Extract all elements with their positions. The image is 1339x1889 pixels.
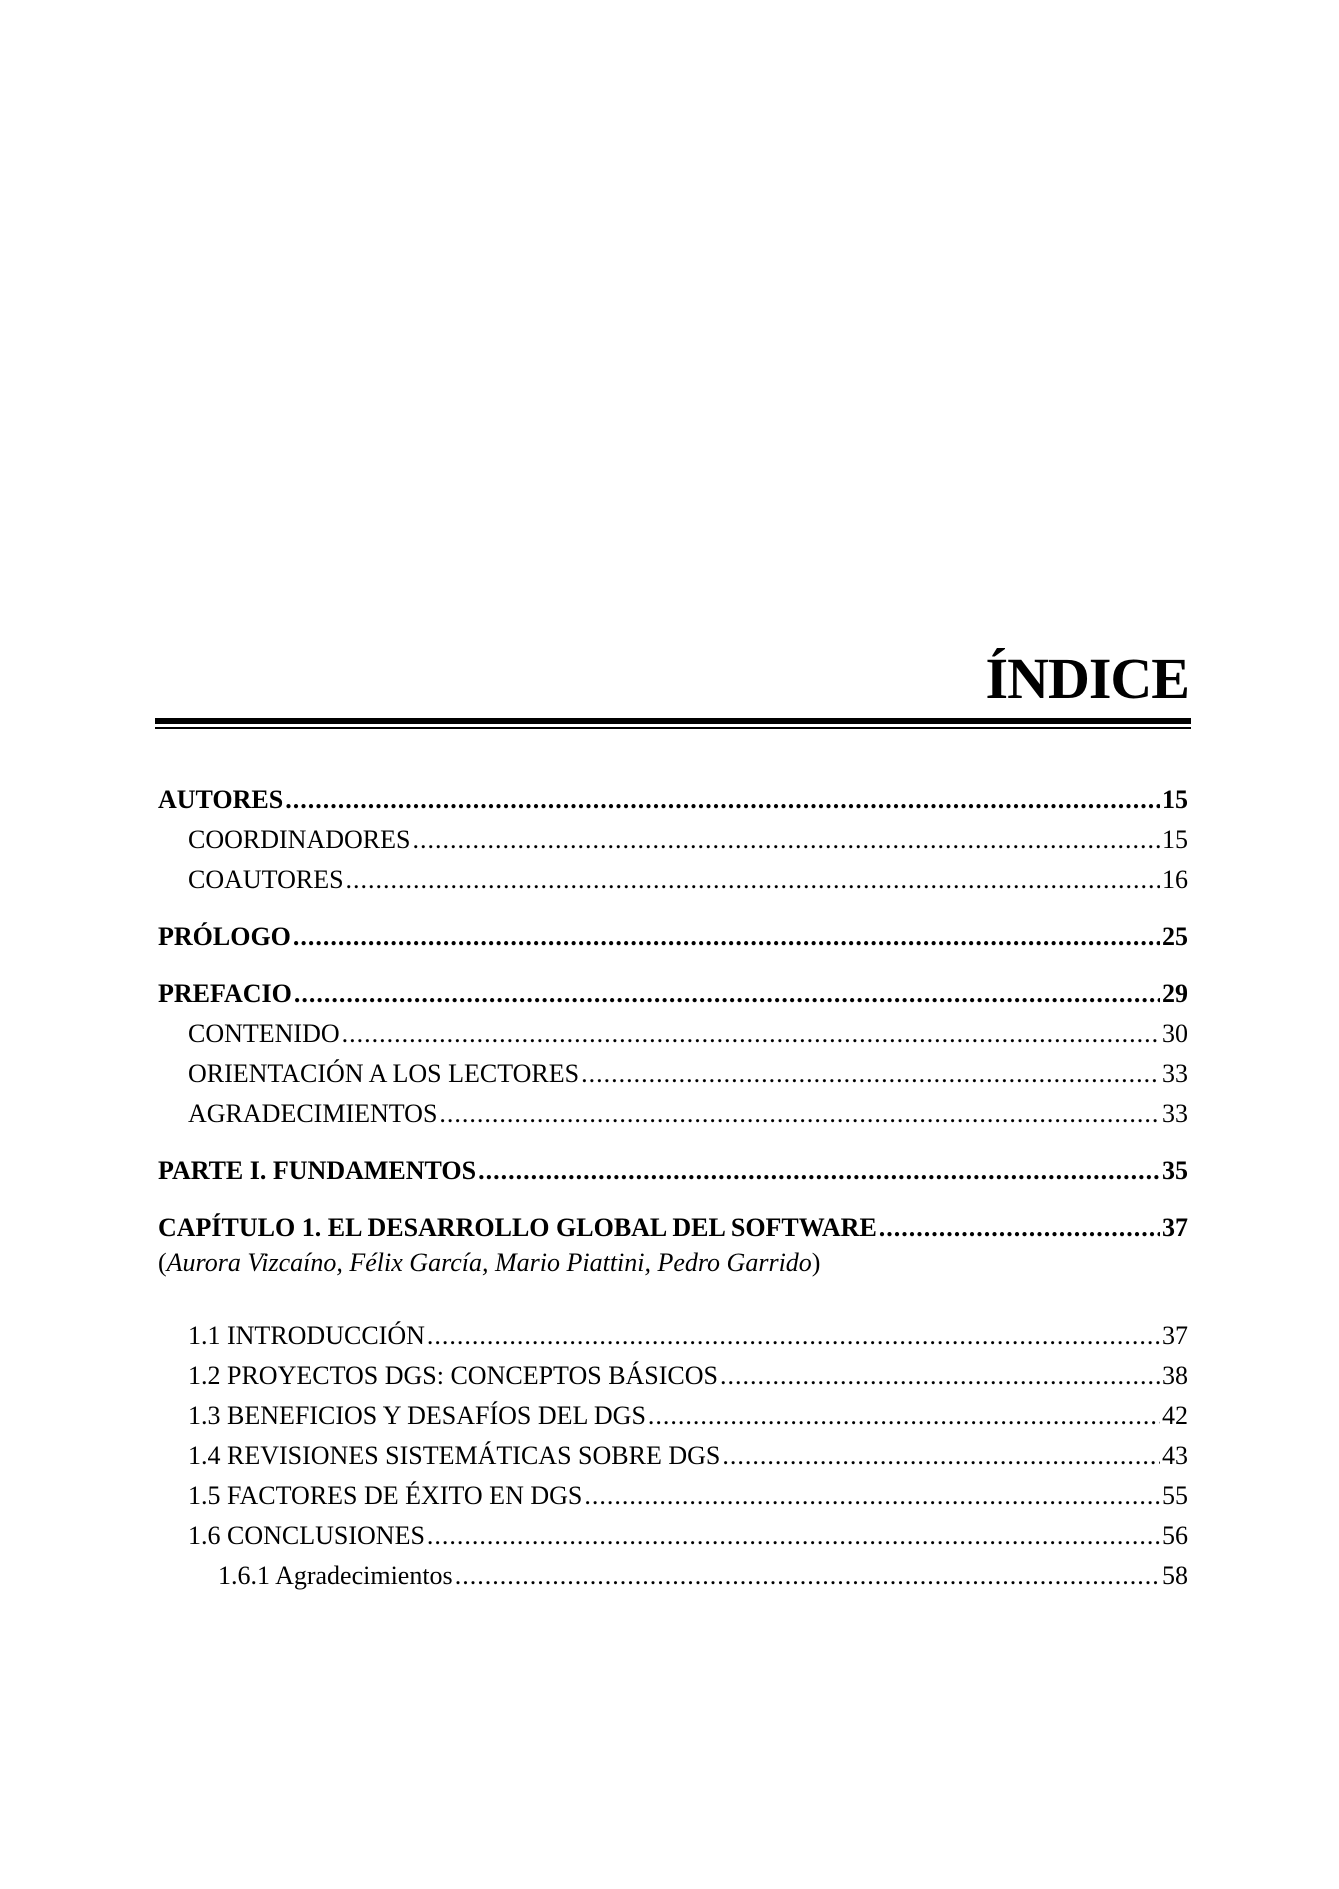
toc-entry-label: 1.1 INTRODUCCIÓN (188, 1321, 425, 1350)
toc-entry-page: 33 (1162, 1099, 1188, 1128)
toc-entry-autores[interactable] (158, 780, 1188, 820)
toc-entry-orientacion[interactable] (158, 1054, 1188, 1094)
toc-entry-page: 25 (1162, 922, 1188, 951)
toc-entry-1-1[interactable] (158, 1316, 1188, 1356)
toc-entry-label: COORDINADORES (188, 825, 411, 854)
dot-leader (720, 1356, 1160, 1396)
toc-entry-label: 1.2 PROYECTOS DGS: CONCEPTOS BÁSICOS (188, 1361, 719, 1390)
toc-entry-label: AUTORES (158, 785, 284, 814)
toc-entry-page: 42 (1162, 1401, 1188, 1430)
dot-leader (722, 1436, 1160, 1476)
toc-entry-contenido[interactable] (158, 1014, 1188, 1054)
toc-entry-1-6-1[interactable] (158, 1556, 1188, 1596)
toc-entry-coautores[interactable] (158, 860, 1188, 900)
toc-entry-1-6[interactable] (158, 1516, 1188, 1556)
toc-entry-label: CAPÍTULO 1. EL DESARROLLO GLOBAL DEL SOFTWARE (158, 1213, 877, 1242)
spacer (158, 900, 1188, 917)
toc-entry-page: 56 (1162, 1521, 1188, 1550)
toc-entry-page: 35 (1162, 1156, 1188, 1185)
title-double-rule (155, 718, 1191, 729)
toc-entry-page: 15 (1162, 825, 1188, 854)
spacer (158, 1284, 1188, 1316)
dot-leader (427, 1516, 1160, 1556)
toc-entry-page: 37 (1162, 1321, 1188, 1350)
toc-entry-label: 1.6.1 Agradecimientos (218, 1561, 453, 1590)
toc-entry-prefacio[interactable] (158, 974, 1188, 1014)
dot-leader (648, 1396, 1160, 1436)
dot-leader (285, 780, 1160, 820)
dot-leader (439, 1094, 1160, 1134)
toc-entry-1-2[interactable] (158, 1356, 1188, 1396)
chapter-authors-close-paren: ) (811, 1248, 821, 1277)
toc-entry-label: 1.4 REVISIONES SISTEMÁTICAS SOBRE DGS (188, 1441, 721, 1470)
toc-entry-page: 55 (1162, 1481, 1188, 1510)
dot-leader (346, 860, 1160, 900)
toc-entry-label: PRÓLOGO (158, 922, 291, 951)
dot-leader (293, 917, 1160, 957)
toc-entry-1-4[interactable] (158, 1436, 1188, 1476)
dot-leader (427, 1316, 1160, 1356)
toc-entry-label: 1.3 BENEFICIOS Y DESAFÍOS DEL DGS (188, 1401, 646, 1430)
toc-entry-agradecimientos[interactable] (158, 1094, 1188, 1134)
toc-entry-page: 37 (1162, 1213, 1188, 1242)
toc-entry-capitulo-1[interactable] (158, 1208, 1188, 1248)
dot-leader (478, 1151, 1160, 1191)
dot-leader (581, 1054, 1160, 1094)
toc-entry-label: PARTE I. FUNDAMENTOS (158, 1156, 477, 1185)
spacer (158, 1134, 1188, 1151)
toc-entry-page: 58 (1162, 1561, 1188, 1590)
toc-entry-label: ORIENTACIÓN A LOS LECTORES (188, 1059, 580, 1088)
toc-entry-page: 30 (1162, 1019, 1188, 1048)
chapter-authors-open-paren: ( (158, 1248, 167, 1277)
toc-entry-1-3[interactable] (158, 1396, 1188, 1436)
toc-entry-label: CONTENIDO (188, 1019, 340, 1048)
toc-entry-prologo[interactable] (158, 917, 1188, 957)
dot-leader (584, 1476, 1160, 1516)
toc-entry-label: PREFACIO (158, 979, 292, 1008)
page-title: ÍNDICE (985, 646, 1189, 711)
toc-entry-page: 38 (1162, 1361, 1188, 1390)
toc-entry-page: 16 (1162, 865, 1188, 894)
chapter-authors-names: Aurora Vizcaíno, Félix García, Mario Piattini, Pedro Garrido (166, 1248, 812, 1277)
dot-leader (294, 974, 1160, 1014)
dot-leader (342, 1014, 1160, 1054)
toc-entry-label: 1.5 FACTORES DE ÉXITO EN DGS (188, 1481, 583, 1510)
toc-entry-label: 1.6 CONCLUSIONES (188, 1521, 425, 1550)
toc-entry-label: COAUTORES (188, 865, 344, 894)
dot-leader (412, 820, 1160, 860)
toc-entry-page: 33 (1162, 1059, 1188, 1088)
toc-entry-page: 15 (1162, 785, 1188, 814)
dot-leader (879, 1208, 1160, 1248)
toc-entry-parte-1[interactable] (158, 1151, 1188, 1191)
chapter-authors (158, 1248, 1188, 1284)
toc-entry-coordinadores[interactable] (158, 820, 1188, 860)
spacer (158, 957, 1188, 974)
toc-entry-page: 43 (1162, 1441, 1188, 1470)
toc-entry-label: AGRADECIMIENTOS (188, 1099, 438, 1128)
toc-entry-page: 29 (1162, 979, 1188, 1008)
toc-entry-1-5[interactable] (158, 1476, 1188, 1516)
dot-leader (455, 1556, 1160, 1596)
table-of-contents (158, 780, 1188, 1596)
spacer (158, 1191, 1188, 1208)
